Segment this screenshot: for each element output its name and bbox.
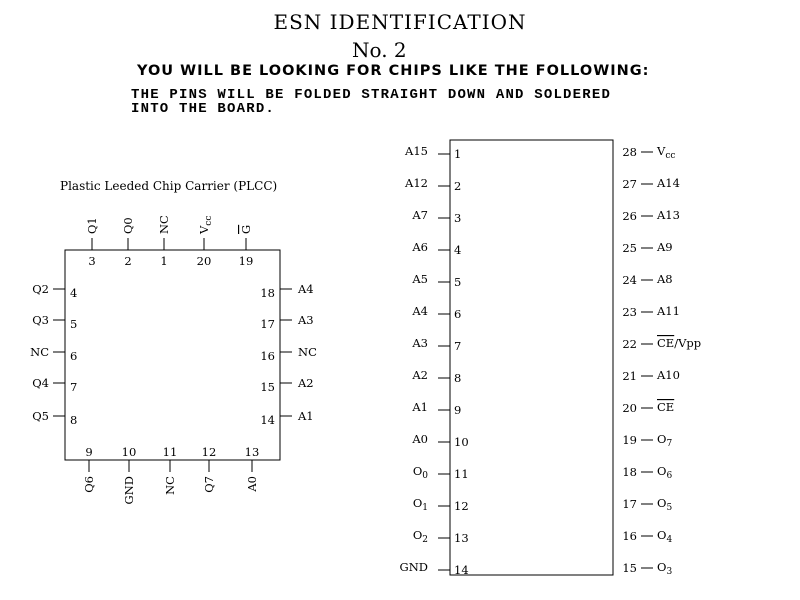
plcc-pin-number: 16 (260, 349, 275, 363)
dip-pin-signal: CE/Vpp (657, 336, 702, 350)
plcc-pin-signal: A2 (298, 376, 314, 390)
dip-pins (400, 144, 702, 577)
plcc-pins (30, 215, 317, 505)
plcc-pin-signal: Q2 (32, 282, 49, 296)
plcc-pin-number: 9 (85, 445, 93, 459)
plcc-pin-signal: NC (163, 476, 177, 495)
plcc-pin-signal: A3 (298, 313, 314, 327)
plcc-pin-signal: A4 (298, 282, 314, 296)
dip-pin-number: 18 (622, 465, 637, 479)
plcc-pin-number: 19 (238, 254, 254, 268)
plcc-pin-number: 1 (160, 254, 168, 268)
dip-pin-number: 9 (454, 403, 462, 417)
dip-pin-signal: A12 (405, 176, 428, 190)
plcc-pin-number: 10 (121, 445, 137, 459)
plcc-pin-signal: Q1 (85, 217, 99, 234)
plcc-pin-number: 7 (70, 380, 78, 394)
dip-pin-signal: $V_{cc}$ (657, 144, 676, 161)
dip-pin-number: 20 (622, 401, 637, 415)
plcc-pin-signal: Q4 (32, 376, 49, 390)
instruction-line-2: INTO THE BOARD. (131, 101, 276, 117)
plcc-pin-signal: Q7 (202, 476, 216, 493)
plcc-pin-signal: Q6 (82, 476, 96, 493)
dip-pin-number: 7 (454, 339, 462, 353)
plcc-pin-signal: A0 (245, 476, 259, 492)
dip-pin-number: 27 (622, 177, 637, 191)
plcc-pin-number: 5 (70, 317, 78, 331)
plcc-pin-number: 8 (70, 413, 78, 427)
dip-pin-signal: A11 (657, 304, 680, 318)
dip-pin-number: 1 (454, 147, 462, 161)
dip-pin-signal: A15 (405, 144, 428, 158)
dip-pin-signal: A3 (412, 336, 428, 350)
plcc-pin-signal: NC (298, 345, 317, 359)
dip-pin-signal: $O_3$ (657, 560, 673, 577)
dip-pin-signal: A7 (412, 208, 428, 222)
dip-pin-number: 12 (454, 499, 469, 513)
dip-pin-number: 16 (622, 529, 637, 543)
plcc-pin-number: 17 (260, 317, 275, 331)
plcc-pin-signal: G (239, 224, 253, 234)
dip-pin-signal: $O_2$ (412, 528, 428, 545)
dip-pin-number: 8 (454, 371, 462, 385)
plcc-caption: Plastic Leeded Chip Carrier (PLCC) (60, 179, 278, 193)
dip-pin-number: 21 (622, 369, 637, 383)
dip-pin-number: 28 (622, 145, 637, 159)
dip-pin-signal: $O_4$ (657, 528, 673, 545)
dip-pin-number: 2 (454, 179, 462, 193)
dip-pin-signal: A9 (657, 240, 673, 254)
plcc-pin-number: 3 (88, 254, 96, 268)
plcc-pin-number: 6 (70, 349, 78, 363)
plcc-pin-signal: A1 (298, 409, 314, 423)
dip-pin-number: 6 (454, 307, 462, 321)
plcc-pin-number: 11 (162, 445, 178, 459)
dip-pin-number: 22 (622, 337, 637, 351)
dip-pin-signal: A4 (412, 304, 428, 318)
dip-pin-signal: A10 (657, 368, 680, 382)
instruction-line-1: THE PINS WILL BE FOLDED STRAIGHT DOWN AND SOLDERED (131, 87, 612, 103)
dip-pin-signal: A13 (657, 208, 680, 222)
plcc-pin-signal: Q3 (32, 313, 49, 327)
dip-pin-number: 24 (622, 273, 637, 287)
dip-pin-number: 17 (622, 497, 637, 511)
dip-pin-number: 10 (454, 435, 469, 449)
plcc-pin-signal: $V_{cc}$ (197, 215, 214, 234)
plcc-pin-signal: GND (122, 476, 136, 505)
dip-pin-signal: A1 (412, 400, 428, 414)
dip-pin-signal: GND (399, 560, 428, 574)
dip-pin-signal: $O_6$ (657, 464, 673, 481)
dip-pin-signal: CE (657, 400, 675, 414)
plcc-pin-signal: NC (157, 215, 171, 234)
page-title: ESN IDENTIFICATION (273, 10, 527, 34)
plcc-pin-number: 18 (260, 286, 275, 300)
dip-pin-signal: A14 (657, 176, 680, 190)
dip-pin-signal: $O_5$ (657, 496, 673, 513)
plcc-pin-number: 15 (260, 380, 275, 394)
dip-pin-signal: A0 (412, 432, 428, 446)
plcc-pin-number: 12 (201, 445, 217, 459)
dip-pin-number: 19 (622, 433, 637, 447)
dip-pin-signal: A2 (412, 368, 428, 382)
plcc-pin-number: 14 (260, 413, 275, 427)
dip-pin-number: 13 (454, 531, 469, 545)
plcc-pin-signal: NC (30, 345, 49, 359)
page-subtitle: No. 2 (352, 38, 407, 62)
dip-pin-signal: $O_0$ (412, 464, 428, 481)
plcc-pin-number: 13 (244, 445, 260, 459)
dip-pin-number: 23 (622, 305, 637, 319)
dip-pin-signal: A6 (412, 240, 428, 254)
dip-pin-number: 5 (454, 275, 462, 289)
plcc-pin-number: 4 (70, 286, 78, 300)
plcc-pin-signal: Q0 (121, 217, 135, 234)
dip-pin-number: 11 (454, 467, 469, 481)
dip-pin-number: 14 (454, 563, 469, 577)
dip-pin-signal: $O_1$ (412, 496, 428, 513)
dip-chip-body (450, 140, 613, 575)
dip-pin-number: 3 (454, 211, 462, 225)
plcc-pin-signal: Q5 (32, 409, 49, 423)
plcc-chip-body (65, 250, 280, 460)
dip-pin-number: 26 (622, 209, 637, 223)
plcc-pin-number: 20 (196, 254, 212, 268)
dip-pin-number: 4 (454, 243, 462, 257)
dip-pin-signal: $O_7$ (657, 432, 673, 449)
plcc-pin-number: 2 (124, 254, 132, 268)
dip-pin-number: 25 (622, 241, 637, 255)
dip-pin-signal: A5 (412, 272, 428, 286)
dip-pin-signal: A8 (657, 272, 673, 286)
dip-pin-number: 15 (622, 561, 637, 575)
instruction-heading: YOU WILL BE LOOKING FOR CHIPS LIKE THE FOLLOWING: (137, 63, 650, 79)
